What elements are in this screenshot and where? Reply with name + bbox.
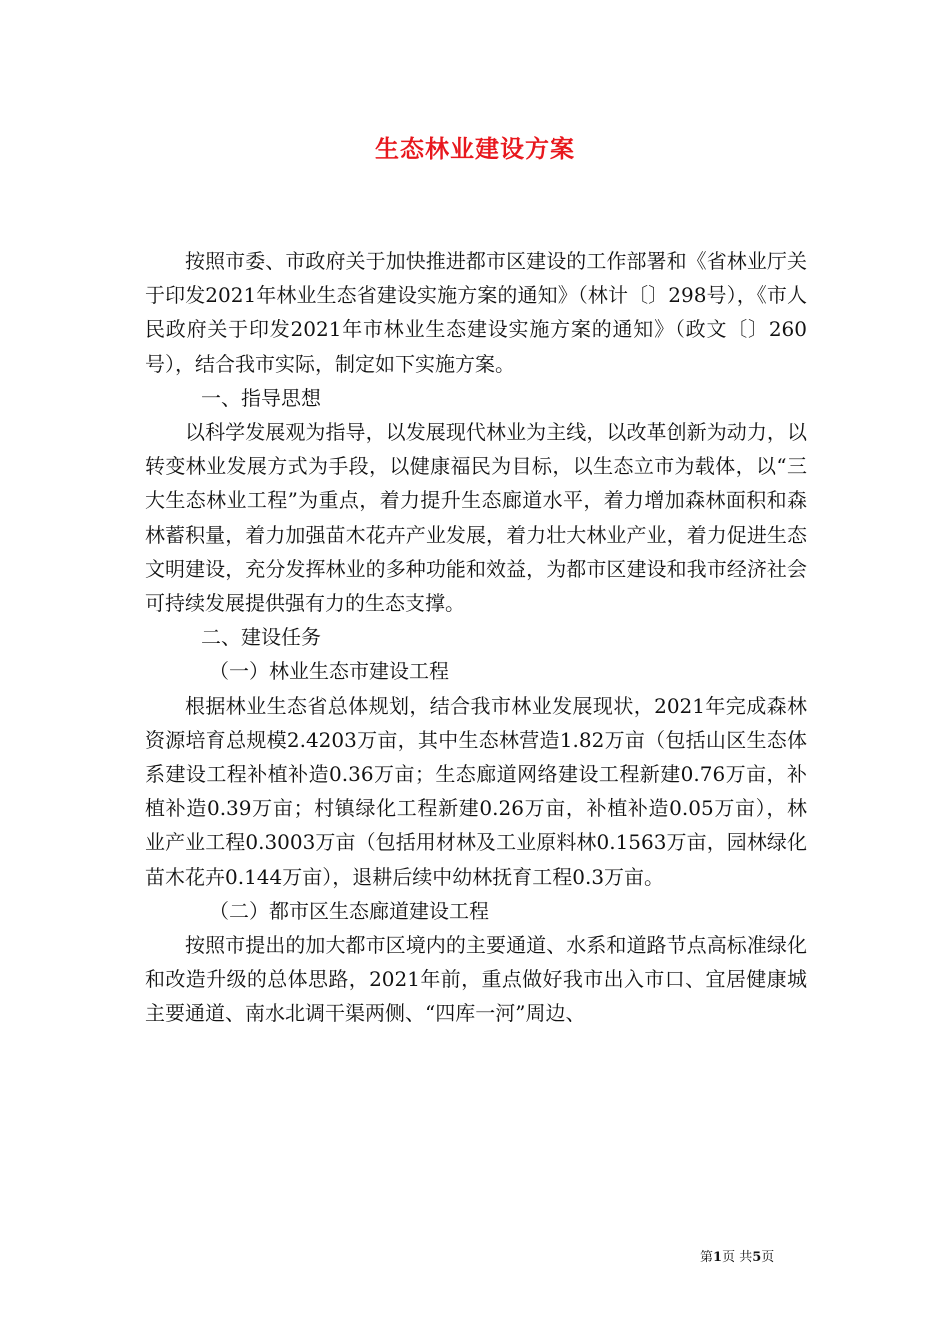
corridor-paragraph: 按照市提出的加大都市区境内的主要通道、水系和道路节点高标准绿化和改造升级的总体思路，2021年前，重点做好我市出入市口、宜居健康城主要通道、南水北调干渠两侧、“四库一河”周边、: [145, 933, 807, 1026]
document-title: 生态林业建设方案: [375, 134, 575, 163]
footer-prefix: 第: [700, 1250, 714, 1265]
page-number-footer: [700, 1246, 774, 1265]
footer-middle: 页 共: [722, 1250, 753, 1265]
document-body: [145, 244, 807, 1031]
footer-suffix: 页: [761, 1250, 775, 1265]
section-heading-tasks: 二、建设任务: [201, 625, 321, 650]
footer-total-pages: 5: [752, 1250, 762, 1265]
subsection-heading-forestry-city: （一）林业生态市建设工程: [209, 659, 449, 684]
forestry-city-paragraph: 根据林业生态省总体规划，结合我市林业发展现状，2021年完成森林资源培育总规模2.4203万亩，其中生态林营造1.82万亩（包括山区生态体系建设工程补植补造0.36万亩；生态廊道网络建设工程新建0.76万亩，补植补造0.39万亩；村镇绿化工程新建0.26万亩，补植补造0.05万亩），林业产业工程0.3003万亩（包括用材林及工业原料林0.1563万亩，园林绿化苗木花卉0.144万亩），退耕后续中幼林抚育工程0.3万亩。: [145, 693, 807, 889]
intro-paragraph: 按照市委、市政府关于加快推进都市区建设的工作部署和《省林业厅关于印发2021年林业生态省建设实施方案的通知》（林计〔〕298号），《市人民政府关于印发2021年市林业生态建设实施方案的通知》（政文〔〕260号），结合我市实际，制定如下实施方案。: [145, 249, 807, 376]
section-heading-guiding-thought: 一、指导思想: [201, 385, 321, 410]
footer-current-page: 1: [713, 1250, 723, 1265]
guiding-thought-paragraph: 以科学发展观为指导，以发展现代林业为主线，以改革创新为动力，以转变林业发展方式为手段，以健康福民为目标，以生态立市为载体，以“三大生态林业工程”为重点，着力提升生态廊道水平，着力增加森林面积和森林蓄积量，着力加强苗木花卉产业发展，着力壮大林业产业，着力促进生态文明建设，充分发挥林业的多种功能和效益，为都市区建设和我市经济社会可持续发展提供强有力的生态支撑。: [145, 420, 807, 616]
subsection-heading-corridor: （二）都市区生态廊道建设工程: [209, 898, 489, 923]
